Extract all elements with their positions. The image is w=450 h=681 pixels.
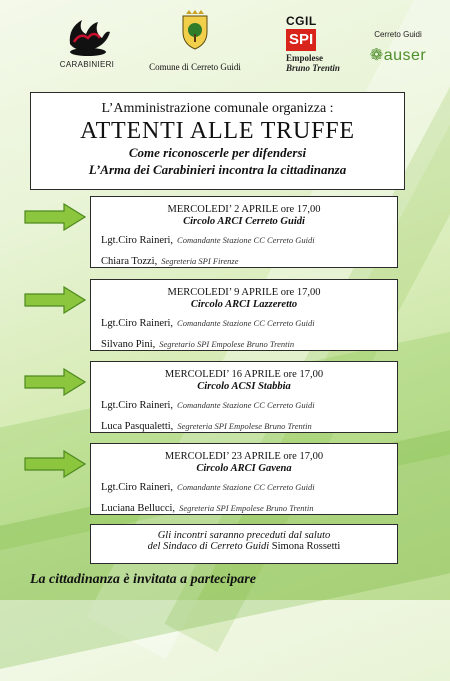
coat-of-arms-icon <box>180 10 210 50</box>
closing-line-2 <box>91 541 397 552</box>
header-card <box>30 92 405 190</box>
event-place: Circolo ARCI Gavena <box>196 463 292 474</box>
speaker-name: Lgt.Ciro Raineri, <box>101 400 174 411</box>
event-date: MERCOLEDI’ 23 APRILE ore 17,00 <box>164 451 324 462</box>
speaker-name: Silvano Pini, <box>101 339 156 350</box>
speaker-role: Comandante Stazione CC Cerreto Guidi <box>177 400 315 410</box>
arrow-right-icon <box>24 203 86 231</box>
speaker-row <box>101 416 387 434</box>
speaker-row <box>101 251 387 269</box>
closing-mayor-title: del Sindaco di Cerreto Guidi <box>147 541 270 552</box>
speaker-row <box>101 395 387 413</box>
speaker-name: Chiara Tozzi, <box>101 256 158 267</box>
speaker-row <box>101 230 387 248</box>
event-card <box>90 279 398 351</box>
arrow-right-icon <box>24 286 86 314</box>
footer-invitation: La cittadinanza è invitata a partecipare <box>30 572 256 587</box>
closing-card <box>90 524 398 564</box>
carabinieri-label: CARABINIERI <box>59 60 115 69</box>
header-intro: L’Amministrazione comunale organizza : <box>101 101 334 116</box>
event-card <box>90 443 398 515</box>
comune-logo <box>140 10 250 72</box>
carabinieri-flame-icon <box>60 14 114 58</box>
closing-mayor-name: Simona Rossetti <box>271 541 341 552</box>
event-date: MERCOLEDI’ 2 APRILE ore 17,00 <box>167 204 321 215</box>
arrow-right-icon <box>24 450 86 478</box>
speaker-name: Luca Pasqualetti, <box>101 421 174 432</box>
carabinieri-logo <box>52 14 122 69</box>
speaker-row <box>101 477 387 495</box>
spi-line2: Bruno Trentin <box>286 63 340 73</box>
event-place: Circolo ARCI Lazzeretto <box>190 299 298 310</box>
cgil-spi-logo <box>286 14 366 73</box>
speaker-name: Lgt.Ciro Raineri, <box>101 482 174 493</box>
speaker-row <box>101 498 387 516</box>
speaker-name: Luciana Bellucci, <box>101 503 176 514</box>
cgil-label: CGIL <box>286 14 317 28</box>
speaker-role: Segretario SPI Empolese Bruno Trentin <box>159 339 295 349</box>
auser-city: Cerreto Guidi <box>374 30 422 39</box>
speaker-role: Comandante Stazione CC Cerreto Guidi <box>177 235 315 245</box>
speaker-role: Segreteria SPI Empolese Bruno Trentin <box>177 421 312 431</box>
header-subtitle-2: L’Arma dei Carabinieri incontra la cittadinanza <box>88 162 347 177</box>
speaker-row <box>101 334 387 352</box>
spi-line1: Empolese <box>286 53 323 63</box>
closing-line-1: Gli incontri saranno preceduti dal saluto <box>157 530 331 541</box>
auser-logo <box>358 30 438 65</box>
arrow-right-icon <box>24 368 86 396</box>
speaker-role: Comandante Stazione CC Cerreto Guidi <box>177 318 315 328</box>
auser-swirl-icon: ❁ <box>369 47 384 64</box>
auser-brand: ❁auser <box>369 47 427 64</box>
speaker-name: Lgt.Ciro Raineri, <box>101 318 174 329</box>
speaker-name: Lgt.Ciro Raineri, <box>101 235 174 246</box>
event-date: MERCOLEDI’ 16 APRILE ore 17,00 <box>164 369 324 380</box>
event-card <box>90 361 398 433</box>
comune-label: Comune di Cerreto Guidi <box>149 62 241 72</box>
speaker-role: Comandante Stazione CC Cerreto Guidi <box>177 482 315 492</box>
header-subtitle-1: Come riconoscerle per difendersi <box>128 145 307 160</box>
event-card <box>90 196 398 268</box>
speaker-role: Segreteria SPI Empolese Bruno Trentin <box>179 503 314 513</box>
speaker-role: Segreteria SPI Firenze <box>161 256 239 266</box>
speaker-row <box>101 313 387 331</box>
page-title: ATTENTI ALLE TRUFFE <box>80 118 355 144</box>
event-date: MERCOLEDI’ 9 APRILE ore 17,00 <box>167 287 321 298</box>
spi-badge: SPI <box>286 29 316 51</box>
event-place: Circolo ACSI Stabbia <box>197 381 291 392</box>
event-place: Circolo ARCI Cerreto Guidi <box>183 216 305 227</box>
